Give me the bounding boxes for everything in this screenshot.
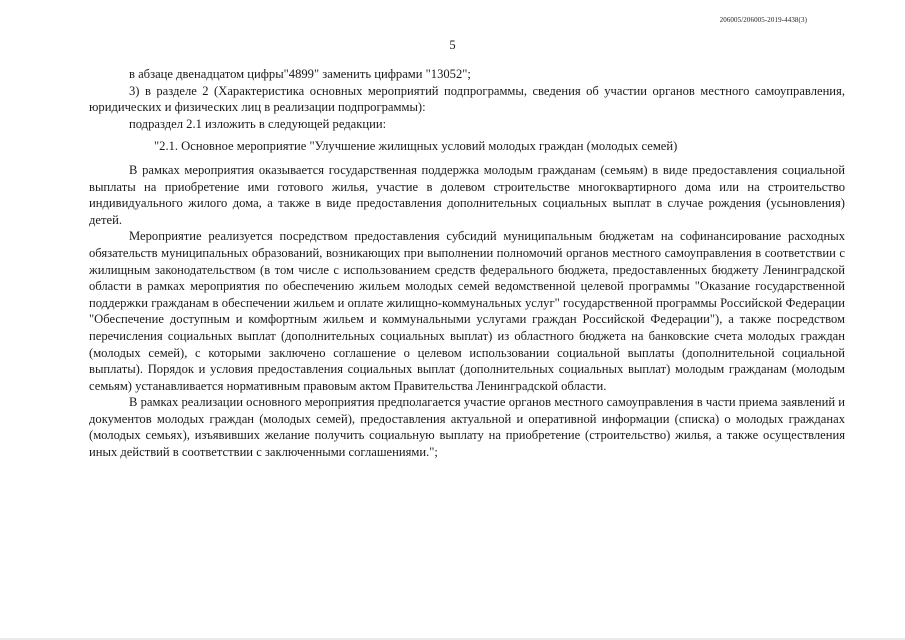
document-code: 206005/206005-2019-4438(3): [719, 16, 807, 24]
subsection-title: "2.1. Основное мероприятие "Улучшение жилищных условий молодых граждан (молодых семей): [154, 139, 678, 154]
paragraph-implementation: Мероприятие реализуется посредством предоставления субсидий муниципальным бюджетам на софинансирование расходных обязательств муниципальных образований, возникающих при выполнении полномочий органов местного самоуправления в соответствии с жилищным законодательством (в том числе с использованием средств федерального бюджета, предоставленных бюджету Ленинградской области в рамках мероприятия по обеспечению жильем молодых семей ведомственной целевой программы "Оказание государственной поддержки гражданам в обеспечении жильем и оплате жилищно-коммунальных услуг" государственной программы Российской Федерации "Обеспечение доступным и комфортным жильем и коммунальными услугами граждан Российской Федерации"), а также посредством перечисления социальных выплат (дополнительных социальных выплат) из областного бюджета на банковские счета молодых граждан (молодых семей), с которыми заключено соглашение о целевом использовании социальной выплаты (дополнительной социальной выплаты). Порядок и условия предоставления социальных выплат (дополнительных социальных выплат) молодым гражданам (молодым семьям) устанавливается нормативным правовым актом Правительства Ленинградской области.: [89, 229, 845, 393]
paragraph-local-participation: В рамках реализации основного мероприятия предполагается участие органов местного самоуправления в части приема заявлений и документов молодых граждан (молодых семей), предоставления актуальной и оперативной информации (списка) о молодых гражданах (молодых семьях), изъявивших желание получить социальную выплату на приобретение (строительство) жилья, а также осуществления иных действий в соответствии с заключенными соглашениями.";: [89, 395, 845, 460]
paragraph-amendment-digits: в абзаце двенадцатом цифры"4899" заменить цифрами "13052";: [129, 67, 471, 81]
paragraph-support-description: В рамках мероприятия оказывается государственная поддержка молодым гражданам (семьям) в виде предоставления социальной выплаты на приобретение ими готового жилья, участие в долевом строительстве многоквартирного дома или на строительство индивидуального жилого дома, а также в виде предоставления дополнительных социальных выплат в случае рождения (усыновления) детей.: [89, 162, 845, 227]
page-number: 5: [449, 38, 456, 52]
paragraph-section-2: 3) в разделе 2 (Характеристика основных мероприятий подпрограммы, сведения об участии органов местного самоуправления, юридических и физических лиц в реализации подпрограммы):: [89, 83, 845, 115]
paragraph-subsection-instruction: подраздел 2.1 изложить в следующей редакции:: [129, 116, 387, 131]
document-body: [89, 66, 845, 461]
